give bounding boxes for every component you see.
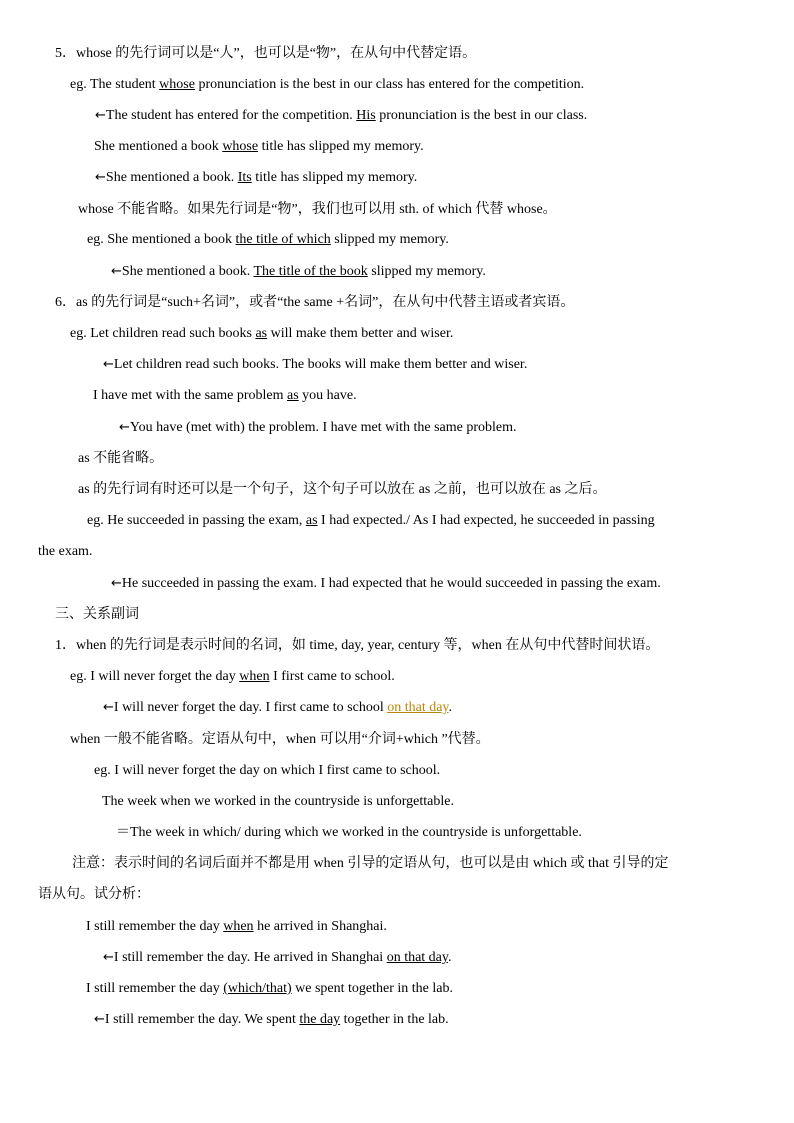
item5-example-2: ←The student has entered for the competition. His pronunciation is the best in our class. <box>95 108 588 123</box>
section3-item1-heading: 1．when 的先行词是表示时间的名词，如 time, day, year, century 等，when 在从句中代替时间状语。 <box>55 638 660 653</box>
item6-example-3: I have met with the same problem as you have. <box>93 388 357 403</box>
section3-example-5: ＝The week in which/ during which we worked in the countryside is unforgettable. <box>116 825 582 840</box>
item6-example-4: ←You have (met with) the problem. I have met with the same problem. <box>119 420 517 435</box>
section3-example-8: I still remember the day (which/that) we spent together in the lab. <box>86 981 453 996</box>
item6-note-1: as 不能省略。 <box>78 451 164 466</box>
section3-example-6: I still remember the day when he arrived in Shanghai. <box>86 919 387 934</box>
item6-example-5-cont: the exam. <box>38 544 93 559</box>
item6-note-2: as 的先行词有时还可以是一个句子，这个句子可以放在 as 之前，也可以放在 as 之后。 <box>78 482 607 497</box>
left-arrow-icon: ← <box>103 357 114 372</box>
left-arrow-icon: ← <box>95 108 106 123</box>
item5-example-3: She mentioned a book whose title has slipped my memory. <box>94 139 424 154</box>
section3-example-2: ←I will never forget the day. I first came to school on that day. <box>103 700 453 715</box>
item6-example-5: eg. He succeeded in passing the exam, as I had expected./ As I had expected, he succeeded in passing <box>87 513 655 528</box>
left-arrow-icon: ← <box>103 700 114 715</box>
left-arrow-icon: ← <box>111 264 122 279</box>
section3-heading: 三、关系副词 <box>55 607 139 622</box>
item6-example-2: ←Let children read such books. The books will make them better and wiser. <box>103 357 528 372</box>
left-arrow-icon: ← <box>95 170 106 185</box>
item5-example-5: eg. She mentioned a book the title of which slipped my memory. <box>87 232 449 247</box>
item6-example-6: ←He succeeded in passing the exam. I had expected that he would succeeded in passing the exam. <box>111 576 661 591</box>
item5-example-4: ←She mentioned a book. Its title has slipped my memory. <box>95 170 418 185</box>
section3-note-1: when 一般不能省略。定语从句中，when 可以用“介词+which ”代替。 <box>70 732 490 747</box>
section3-example-9: ←I still remember the day. We spent the day together in the lab. <box>94 1012 449 1027</box>
left-arrow-icon: ← <box>103 950 114 965</box>
item6-heading: 6．as 的先行词是“such+名词”，或者“the same +名词”，在从句中代替主语或者宾语。 <box>55 295 575 310</box>
item6-example-1: eg. Let children read such books as will make them better and wiser. <box>70 326 454 341</box>
section3-note-2: 注意：表示时间的名词后面并不都是用 when 引导的定语从句，也可以是由 which 或 that 引导的定 <box>72 856 669 871</box>
section3-example-7: ←I still remember the day. He arrived in Shanghai on that day. <box>103 950 452 965</box>
item5-example-1: eg. The student whose pronunciation is the best in our class has entered for the competition. <box>70 77 585 92</box>
item5-example-6: ←She mentioned a book. The title of the book slipped my memory. <box>111 264 486 279</box>
left-arrow-icon: ← <box>94 1012 105 1027</box>
section3-note-2-cont: 语从句。试分析： <box>38 887 150 902</box>
left-arrow-icon: ← <box>119 420 130 435</box>
section3-example-3: eg. I will never forget the day on which I first came to school. <box>94 763 441 778</box>
section3-example-4: The week when we worked in the countryside is unforgettable. <box>102 794 454 809</box>
item5-heading: 5．whose 的先行词可以是“人”，也可以是“物”，在从句中代替定语。 <box>55 46 477 61</box>
section3-example-1: eg. I will never forget the day when I first came to school. <box>70 669 395 684</box>
left-arrow-icon: ← <box>111 576 122 591</box>
item5-note: whose 不能省略。如果先行词是“物”，我们也可以用 sth. of which 代替 whose。 <box>78 202 557 217</box>
